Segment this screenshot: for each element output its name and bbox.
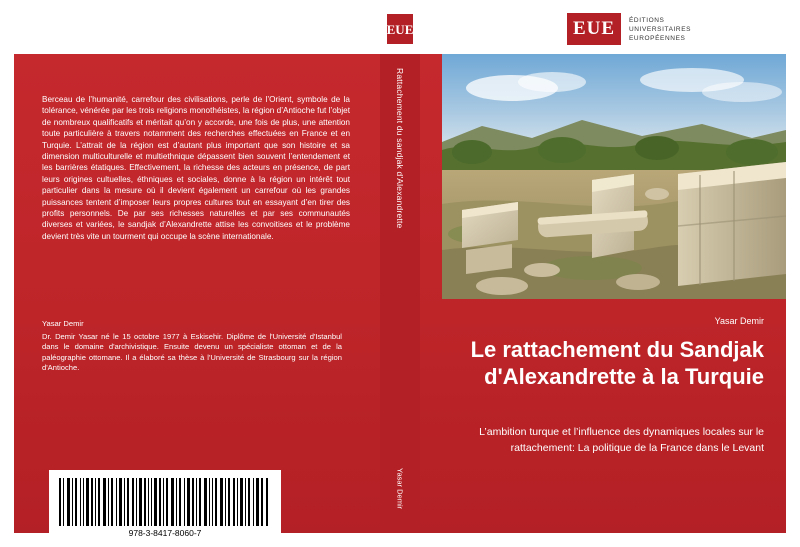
spine-publisher-mark-text: EUE [386, 21, 414, 37]
publisher-name-line2: UNIVERSITAIRES [629, 25, 692, 33]
back-cover-blurb: Berceau de l’humanité, carrefour des civilisations, perle de l’Orient, symbole de la tolérance, vénérée par les trois religions monothéistes, la région d’Antioche fut l’objet de nombreux qualificatifs et méritait qu’on y accorde, une fois de plus, une attention toute particulière à travers notamment des recherches effectuées en France et en Turquie. L’attrait de la région est d’autant plus important que son histoire et sa dimension multiculturelle et multiethnique dépassent bien souvent l’entendement et les barrières étatiques. Effectivement, la richesse des acteurs en présence, de part leurs origines cultuelles, éthniques et sociales, donne à la région un intérêt tout particulier dans la mesure où il devient également un carrefour où les grandes puissances tentent d’imposer leurs propres cultures tout en essayant d’en tirer des profits personnels. De par ses richesses naturelles et par ses communautés diverses et variées, le sandjak d’Alexandrette attise les convoitises et le problème devient très vite un tourment qui occupe la scène internationale. [42, 95, 350, 241]
front-cover [420, 54, 786, 533]
front-cover-title: Le rattachement du Sandjak d'Alexandrette à la Turquie [470, 337, 764, 389]
spine-author: Yasar Demir [395, 467, 405, 509]
isbn-text: 978-3-8417-8060-7 [128, 528, 202, 538]
back-cover-author-block [42, 319, 342, 374]
publisher-mark: EUE [567, 13, 621, 45]
publisher-name [629, 16, 691, 43]
ruins-photo-illustration [442, 54, 786, 299]
publisher-logo [567, 13, 691, 45]
publisher-name-line1: ÉDITIONS [629, 16, 665, 24]
top-band [14, 8, 786, 54]
barcode-lines [59, 478, 271, 526]
spine-title: Rattachement du sandjak d'Alexandrette [395, 68, 405, 229]
back-cover [14, 54, 380, 538]
front-cover-subtitle: L’ambition turque et l’influence des dynamiques locales sur le rattachement: La politique de la France dans le Levant [479, 426, 764, 454]
book-spine [380, 54, 420, 533]
front-cover-author: Yasar Demir [714, 316, 764, 326]
cover-layout [14, 8, 786, 538]
barcode [49, 470, 281, 547]
spine-publisher-logo [387, 14, 413, 44]
back-cover-author-bio: Dr. Demir Yasar né le 15 octobre 1977 à Eskisehir. Diplôme de l'Université d'Istanbul dans le domaine d'archivistique. Ensuite devenu un spécialiste ottoman et de la paléographie ottomane. Il a élaboré sa thèse à l'Université de Strasbourg sur la région d'Antioche. [42, 331, 342, 373]
cover-photograph [442, 54, 786, 299]
back-cover-author-name: Yasar Demir [42, 319, 84, 328]
publisher-name-line3: EUROPÉENNES [629, 34, 686, 42]
